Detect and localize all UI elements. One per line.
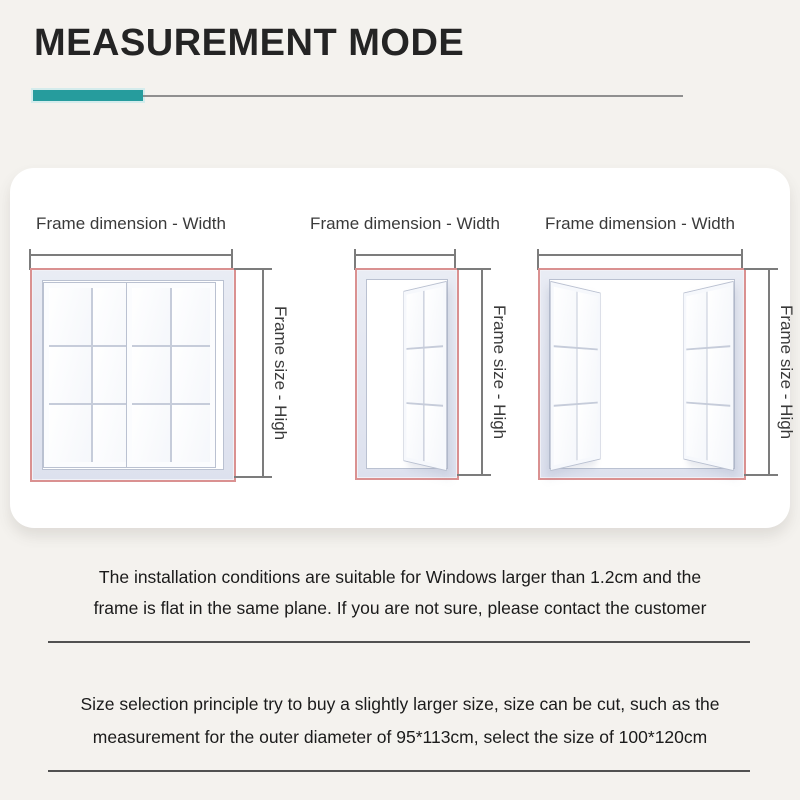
width-measure-line	[538, 254, 742, 256]
page-title: MEASUREMENT MODE	[34, 22, 465, 64]
open-sash	[404, 282, 446, 470]
installation-note-line-1: The installation conditions are suitable for Windows larger than 1.2cm and the	[98, 567, 702, 587]
double-casement-window-graphic	[538, 268, 746, 480]
header-rule-line	[143, 95, 683, 97]
diagram-sliding-window	[30, 214, 292, 504]
size-selection-note-line-2: measurement for the outer diameter of 95*113cm, select the size of 100*120cm	[92, 727, 708, 747]
height-measure-line	[481, 268, 483, 476]
width-measure-line	[355, 254, 455, 256]
single-casement-window-graphic	[355, 268, 459, 480]
diagram-single-casement-window	[310, 214, 525, 504]
note-divider	[48, 641, 750, 643]
sliding-panel-right	[127, 283, 215, 467]
frame-height-label: Frame size - High	[271, 305, 290, 441]
height-measure-line	[768, 268, 770, 476]
frame-height-label: Frame size - High	[777, 304, 796, 440]
window-opening	[549, 279, 735, 469]
height-measure-line	[262, 268, 264, 478]
open-sash-right	[684, 282, 733, 470]
diagram-card	[10, 168, 796, 528]
frame-width-label: Frame dimension - Width	[545, 214, 735, 233]
window-opening	[366, 279, 448, 469]
diagram-double-casement-window	[538, 214, 796, 504]
size-selection-note	[20, 688, 780, 754]
window-opening	[42, 280, 224, 470]
sliding-window-graphic	[30, 268, 236, 482]
frame-height-label: Frame size - High	[490, 304, 509, 440]
sliding-panel-left	[44, 283, 140, 467]
frame-width-label: Frame dimension - Width	[310, 214, 500, 233]
installation-note	[20, 562, 780, 624]
frame-width-label: Frame dimension - Width	[36, 214, 226, 233]
installation-note-line-2: frame is flat in the same plane. If you are not sure, please contact the customer	[93, 598, 707, 618]
accent-underline-bar	[33, 90, 143, 101]
note-divider	[48, 770, 750, 772]
width-measure-line	[30, 254, 232, 256]
open-sash-left	[551, 282, 600, 470]
size-selection-note-line-1: Size selection principle try to buy a slightly larger size, size can be cut, such as the	[80, 694, 720, 714]
